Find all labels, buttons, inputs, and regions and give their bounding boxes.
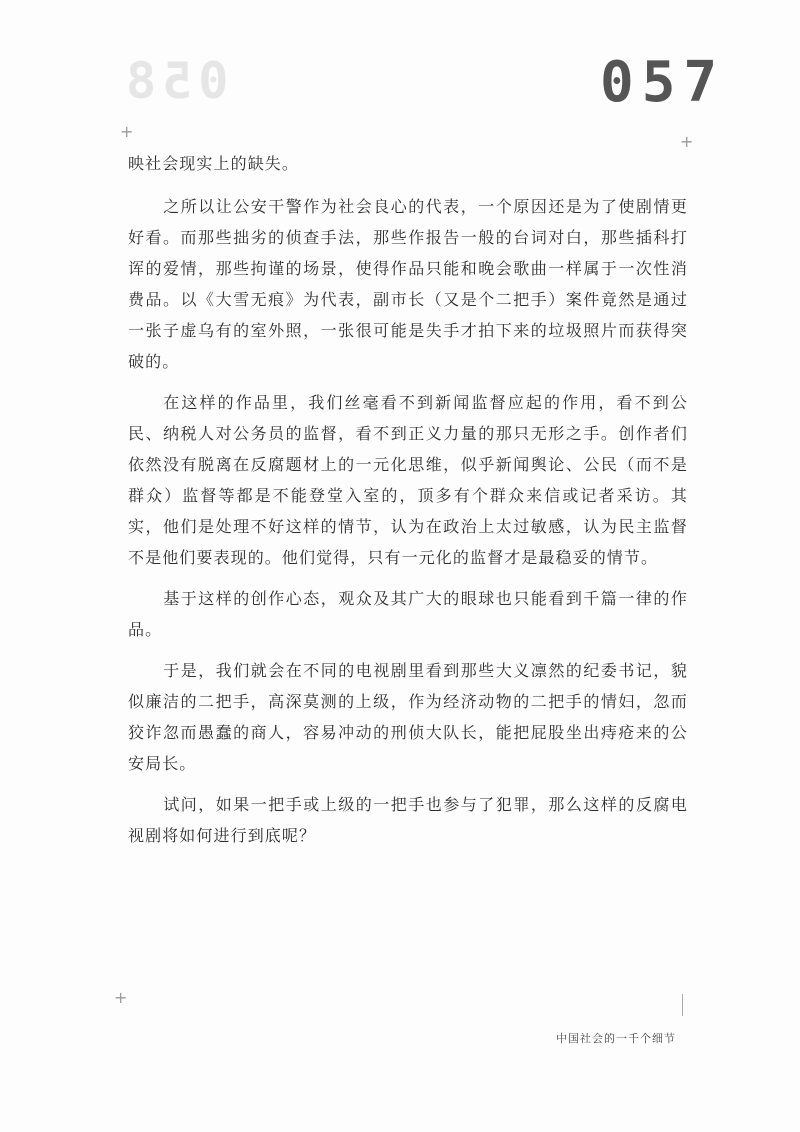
crop-mark-bottom-right <box>682 994 683 1016</box>
crop-mark-bottom-left: + <box>114 988 128 1007</box>
crop-mark-top-right: + <box>680 132 694 151</box>
paragraph: 基于这样的创作心态，观众及其广大的眼球也只能看到千篇一律的作品。 <box>128 589 688 639</box>
crop-mark-top-left: + <box>120 122 134 141</box>
bleed-through-page-number: 058 <box>120 52 229 110</box>
body-text <box>128 148 688 861</box>
paragraph: 在这样的作品里，我们丝毫看不到新闻监督应起的作用，看不到公民、纳税人对公务员的监督，看不到正义力量的那只无形之手。创作者们依然没有脱离在反腐题材上的一元化思维，似乎新闻舆论、公民（而不是群众）监督等都是不能登堂入室的，顶多有个群众来信或记者采访。其实，他们是处理不好这样的情节，认为在政治上太过敏感，认为民主监督不是他们要表现的。他们觉得，只有一元化的监督才是最稳妥的情节。 <box>128 393 688 567</box>
page-number: 057 <box>600 50 726 115</box>
running-footer-book-title: 中国社会的一千个细节 <box>556 1032 676 1045</box>
paragraph: 试问，如果一把手或上级的一把手也参与了犯罪，那么这样的反腐电视剧将如何进行到底呢？ <box>128 795 688 845</box>
paragraph: 于是，我们就会在不同的电视剧里看到那些大义凛然的纪委书记，貌似廉洁的二把手，高深莫测的上级，作为经济动物的二把手的情妇，忽而狡诈忽而愚蠢的商人，容易冲动的刑侦大队长，能把屁股坐出痔疮来的公安局长。 <box>128 661 688 773</box>
paragraph: 映社会现实上的缺失。 <box>128 154 300 173</box>
paragraph: 之所以让公安干警作为社会良心的代表，一个原因还是为了使剧情更好看。而那些拙劣的侦查手法，那些作报告一般的台词对白，那些插科打诨的爱情，那些拘谨的场景，使得作品只能和晚会歌曲一样属于一次性消费品。以《大雪无痕》为代表，副市长（又是个二把手）案件竟然是通过一张子虚乌有的室外照，一张很可能是失手才拍下来的垃圾照片而获得突破的。 <box>128 197 688 371</box>
